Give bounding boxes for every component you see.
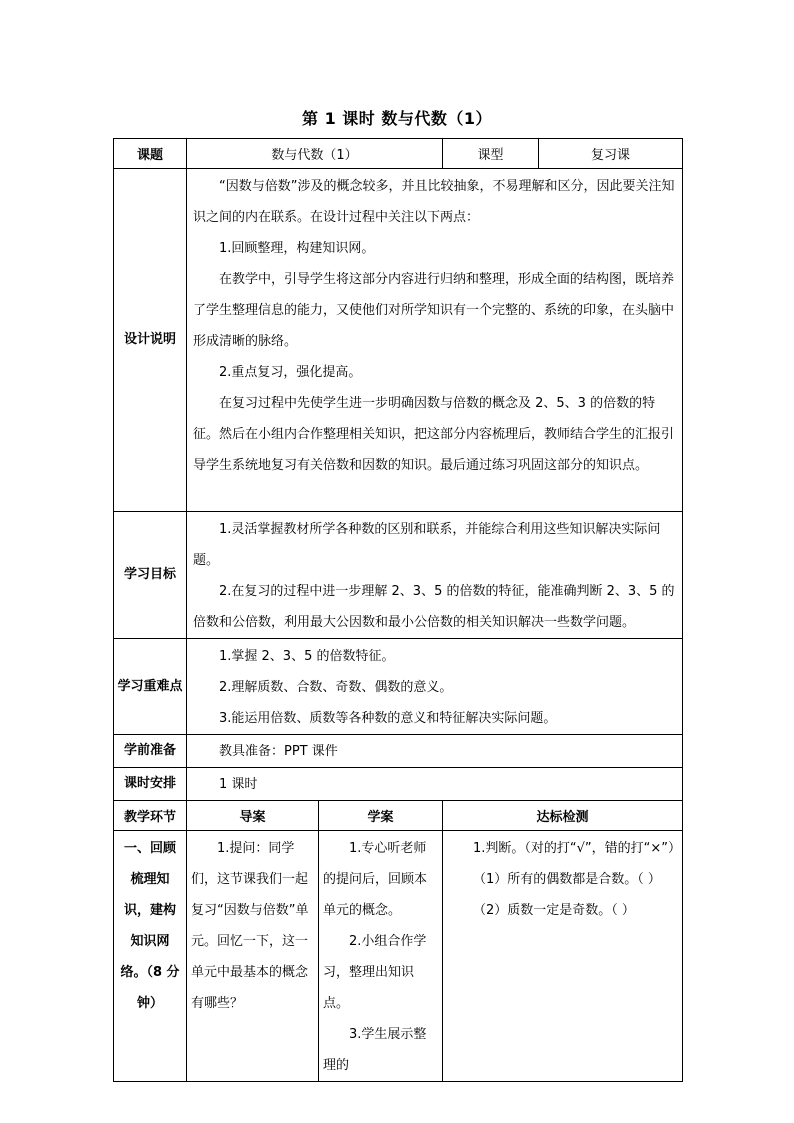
goal-paragraph: 1.灵活掌握教材所学各种数的区别和联系，并能综合利用这些知识解决实际问题。 [193, 522, 661, 568]
study-cell [319, 831, 443, 1082]
type-value: 复习课 [539, 139, 683, 169]
study-item: 2.小组合作学习，整理出知识点。 [323, 934, 427, 1011]
guide-cell [187, 831, 319, 1082]
goals-label: 学习目标 [114, 512, 187, 639]
lesson-plan-table [113, 138, 683, 1082]
goal-paragraph: 2.在复习的过程中进一步理解 2、3、5 的倍数的特征，能准确判断 2、3、5 的倍数和公倍数，利用最大公因数和最小公倍数的相关知识解决一些数学问题。 [193, 584, 675, 630]
keypoints-row [114, 639, 683, 735]
section-header-row [114, 801, 683, 831]
study-item: 3.学生展示整理的 [323, 1027, 427, 1073]
design-paragraph: 在教学中，引导学生将这部分内容进行归纳和整理，形成全面的结构图，既培养了学生整理信息的能力，又使他们对所学知识有一个完整的、系统的印象，在头脑中形成清晰的脉络。 [193, 272, 675, 349]
section-header-study: 学案 [319, 801, 443, 831]
check-item: （1）所有的偶数都是合数。（ ） [473, 872, 661, 887]
design-label: 设计说明 [114, 169, 187, 512]
hours-label: 课时安排 [114, 768, 187, 801]
prep-row [114, 735, 683, 768]
section-header-check: 达标检测 [443, 801, 683, 831]
topic-value: 数与代数（1） [187, 139, 443, 169]
hours-content [187, 768, 683, 801]
design-row [114, 169, 683, 512]
prep-value: 教具准备：PPT 课件 [219, 743, 338, 759]
section-row [114, 831, 683, 1082]
design-content [187, 169, 683, 512]
check-item: 1.判断。（对的打“√”，错的打“×”） [473, 841, 682, 856]
section-header-guide: 导案 [187, 801, 319, 831]
goals-content [187, 512, 683, 639]
keypoint-item: 1.掌握 2、3、5 的倍数特征。 [219, 649, 395, 664]
study-item: 1.专心听老师的提问后，回顾本单元的概念。 [323, 841, 428, 918]
design-paragraph: 1.回顾整理，构建知识网。 [219, 241, 375, 256]
topic-label: 课题 [114, 139, 187, 169]
check-cell [443, 831, 683, 1082]
prep-label: 学前准备 [114, 735, 187, 768]
keypoint-item: 2.理解质数、合数、奇数、偶数的意义。 [219, 680, 453, 695]
type-label: 课型 [443, 139, 539, 169]
hours-row [114, 768, 683, 801]
keypoint-item: 3.能运用倍数、质数等各种数的意义和特征解决实际问题。 [219, 711, 557, 726]
check-item: （2）质数一定是奇数。（ ） [473, 903, 635, 918]
design-paragraph: “因数与倍数”涉及的概念较多，并且比较抽象，不易理解和区分，因此要关注知识之间的内在联系。在设计过程中关注以下两点： [193, 179, 675, 225]
design-paragraph: 在复习过程中先使学生进一步明确因数与倍数的概念及 2、5、3 的倍数的特征。然后在小组内合作整理相关知识，把这部分内容梳理后，教师结合学生的汇报引导学生系统地复习有关倍数和因数的知识。最后通过练习巩固这部分的知识点。 [193, 396, 675, 473]
section-header-stage: 教学环节 [114, 801, 187, 831]
hours-value: 1 课时 [219, 776, 258, 792]
guide-text: 1.提问：同学们，这节课我们一起复习“因数与倍数”单元。回忆一下，这一单元中最基本的概念有哪些？ [191, 841, 309, 1011]
stage-cell: 一、回顾梳理知识，建构知识网络。（8 分钟） [114, 831, 187, 1082]
keypoints-content [187, 639, 683, 735]
goals-row [114, 512, 683, 639]
design-paragraph: 2.重点复习，强化提高。 [219, 365, 362, 380]
header-row [114, 139, 683, 169]
keypoints-label: 学习重难点 [114, 639, 187, 735]
prep-content [187, 735, 683, 768]
page-title: 第 1 课时 数与代数（1） [302, 109, 492, 128]
